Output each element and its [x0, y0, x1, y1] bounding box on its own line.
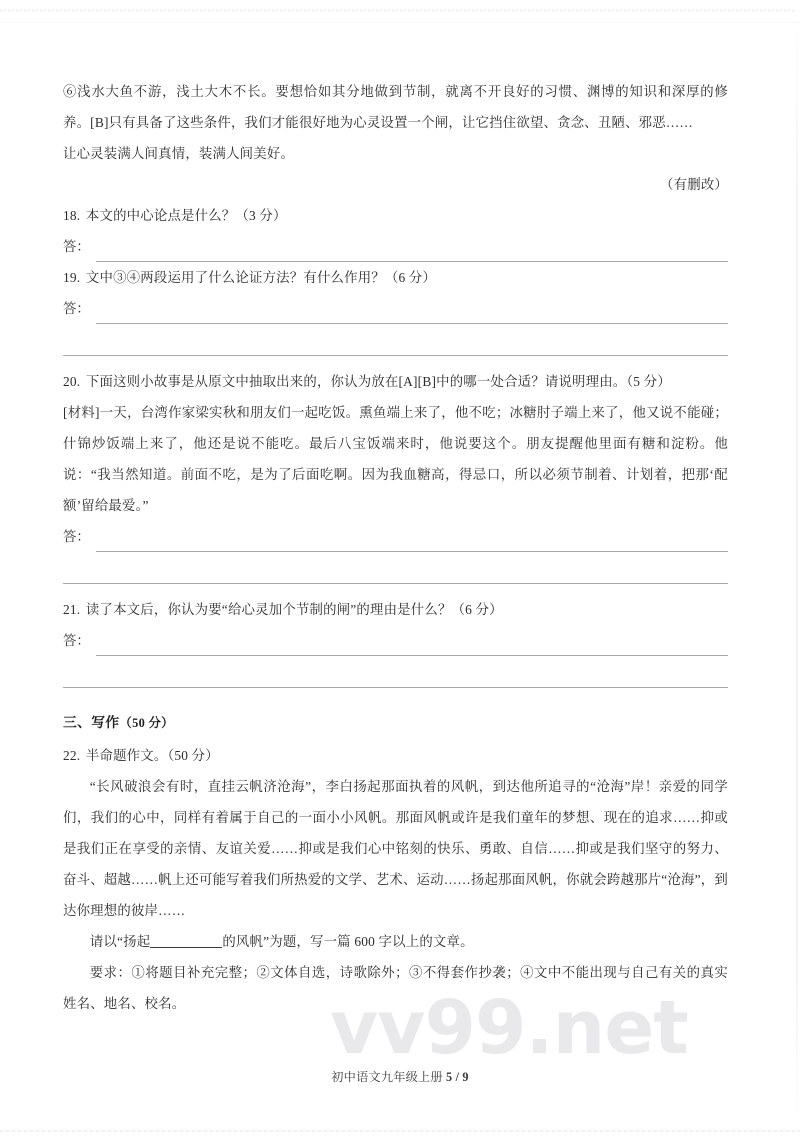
question-21 — [63, 594, 728, 625]
scan-artifact-top — [0, 9, 800, 12]
answer-rule[interactable] — [96, 631, 728, 656]
question-20-material: [材料]一天，台湾作家梁实秋和朋友们一起吃饭。熏鱼端上来了，他不吃；冰糖肘子端上来了，他又说不能碰；什锦炒饭端上来了，他还是说不能吃。最后八宝饭端来时，他说要这个。朋友提醒他里面有糖和淀粉。他说：“我当然知道。前面不吃，是为了后面吃啊。因为我血糖高，得忌口，所以必须节制着、计划着，把那‘配额’留给最爱。” — [63, 405, 728, 513]
footer-page-number: 5 / 9 — [446, 1070, 469, 1084]
question-19-text: 文中③④两段运用了什么论证方法？有什么作用？（6 分） — [85, 270, 437, 285]
answer-label-19: 答： — [63, 301, 90, 316]
question-18-text: 本文的中心论点是什么？（3 分） — [85, 208, 287, 223]
scan-artifact-right — [796, 0, 798, 1137]
question-18 — [63, 200, 728, 231]
answer-rule[interactable] — [96, 237, 728, 262]
question-22-number: 22. — [63, 748, 81, 763]
writing-section-label: 三、写作 — [63, 715, 120, 730]
question-19 — [63, 262, 728, 293]
passage-paragraph-6: ⑥浅水大鱼不游，浅土大木不长。要想恰如其分地做到节制，就离不开良好的习惯、渊博的知识和深厚的修养。[B]只有具备了这些条件，我们才能很好地为心灵设置一个闸，让它挡住欲望、贪念、丑陋、邪恶…… — [63, 84, 728, 130]
scan-artifact-top-secondary — [0, 22, 800, 23]
answer-row-20-1[interactable] — [63, 521, 728, 552]
question-22-text: 半命题作文。（50 分） — [85, 748, 219, 763]
page-content — [63, 76, 728, 1019]
writing-requirements: 要求：①将题目补充完整；②文体自选，诗歌除外；③不得套作抄袭；④文中不能出现与自己有关的真实姓名、地名、校名。 — [63, 965, 728, 1011]
source-note: （有删改） — [660, 177, 728, 192]
writing-title-suffix: 的风帆”为题，写一篇 600 字以上的文章。 — [222, 934, 474, 949]
question-21-number: 21. — [63, 602, 81, 617]
answer-label-18: 答： — [63, 239, 90, 254]
question-20-text: 下面这则小故事是从原文中抽取出来的，你认为放在[A][B]中的哪一处合适？请说明理由。（5 分） — [85, 374, 671, 389]
question-20-number: 20. — [63, 374, 81, 389]
writing-title-line — [63, 926, 728, 957]
answer-label-21: 答： — [63, 633, 90, 648]
question-20 — [63, 366, 728, 397]
scan-artifact-bottom — [0, 1130, 800, 1132]
question-18-number: 18. — [63, 208, 81, 223]
passage-closing-line: 让心灵装满人间真情，装满人间美好。 — [63, 146, 295, 161]
answer-rule[interactable] — [63, 656, 728, 688]
writing-section-heading — [63, 706, 728, 740]
answer-rule[interactable] — [63, 552, 728, 584]
title-blank-fill[interactable] — [150, 947, 222, 948]
writing-title-prefix: 请以“扬起 — [89, 934, 151, 949]
answer-row-19-1[interactable] — [63, 293, 728, 324]
question-22 — [63, 740, 728, 771]
answer-label-20: 答： — [63, 529, 90, 544]
question-19-number: 19. — [63, 270, 81, 285]
writing-prompt-paragraph: “长风破浪会有时，直挂云帆济沧海”，李白扬起那面执着的风帆，到达他所追寻的“沧海”岸！亲爱的同学们，我们的心中，同样有着属于自己的一面小小风帆。那面风帆或许是我们童年的梦想、现在的追求……抑或是我们正在享受的亲情、友谊关爱……抑或是我们心中铭刻的快乐、勇敢、自信……抑或是我们坚守的努力、奋斗、超越……帆上还可能写着我们所热爱的文学、艺术、运动……扬起那面风帆，你就会跨越那片“沧海”，到达你理想的彼岸…… — [63, 779, 728, 918]
page-footer — [0, 1068, 800, 1085]
answer-rule[interactable] — [96, 299, 728, 324]
spacer — [63, 688, 728, 706]
spacer — [63, 584, 728, 594]
spacer — [63, 356, 728, 366]
answer-row-18-1[interactable] — [63, 231, 728, 262]
answer-rule[interactable] — [96, 527, 728, 552]
answer-row-21-1[interactable] — [63, 625, 728, 656]
footer-book-title: 初中语文九年级上册 — [331, 1070, 447, 1084]
writing-section-points: （50 分） — [119, 716, 174, 730]
question-21-text: 读了本文后，你认为要“给心灵加个节制的闸”的理由是什么？（6 分） — [85, 602, 503, 617]
answer-rule[interactable] — [63, 324, 728, 356]
site-watermark: vv99.net — [330, 985, 688, 1071]
